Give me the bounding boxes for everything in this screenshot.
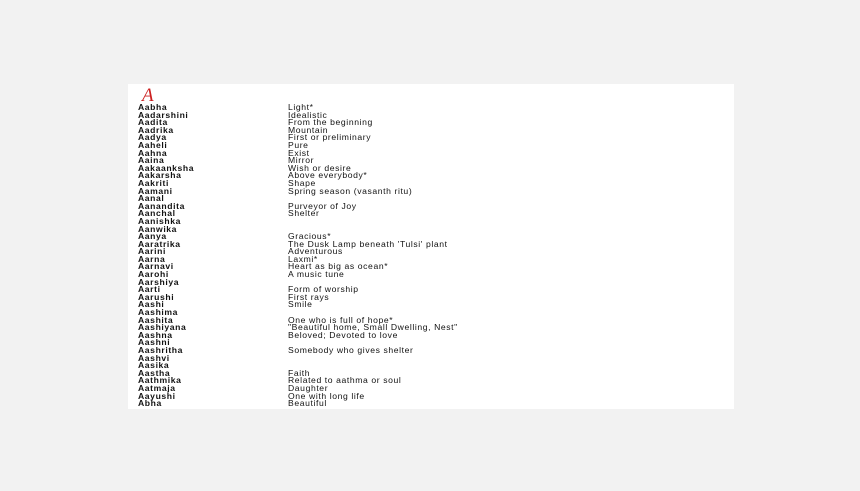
entry-name: Aahna xyxy=(138,147,168,158)
list-item xyxy=(138,347,458,355)
entry-name: Aadita xyxy=(138,117,168,128)
entry-meaning: The Dusk Lamp beneath 'Tulsi' plant xyxy=(288,238,448,249)
entry-meaning: Somebody who gives shelter xyxy=(288,345,414,355)
entry-meaning: First or preliminary xyxy=(288,132,372,143)
entry-meaning: One with long life xyxy=(288,390,365,401)
document-page xyxy=(128,84,734,409)
list-item xyxy=(138,185,458,196)
entry-name: Aanchal xyxy=(138,208,176,219)
entry-meaning: Idealistic xyxy=(288,109,328,120)
entry-name: Aashiyana xyxy=(138,322,187,333)
entry-name: Aakaanksha xyxy=(138,162,195,173)
entry-name: Aashritha xyxy=(138,345,184,355)
entry-name: Aashvi xyxy=(138,352,170,363)
list-item xyxy=(138,210,458,218)
list-item xyxy=(138,271,458,279)
entry-meaning: Pure xyxy=(288,139,309,150)
entry-meaning: A music tune xyxy=(288,269,345,280)
entry-name: Aanishka xyxy=(138,215,182,226)
entry-name: Aabha xyxy=(138,102,168,112)
entry-meaning: Faith xyxy=(288,367,311,378)
entry-meaning: Light* xyxy=(288,102,314,112)
entry-name: Aarushi xyxy=(138,291,175,302)
entry-name: Aaheli xyxy=(138,139,168,150)
entry-meaning: Shape xyxy=(288,177,316,188)
entry-meaning: From the beginning xyxy=(288,117,373,128)
entry-meaning: One who is full of hope* xyxy=(288,314,394,325)
entry-name: Aadrika xyxy=(138,124,174,135)
entry-meaning: Beloved; Devoted to love xyxy=(288,329,398,340)
entry-name: Aayushi xyxy=(138,390,176,401)
entry-name: Aarohi xyxy=(138,269,169,280)
entry-meaning: Adventurous xyxy=(288,246,343,257)
list-item xyxy=(138,215,458,226)
entry-name: Aarna xyxy=(138,253,166,264)
entry-name: Aarini xyxy=(138,246,166,257)
entry-meaning: Purveyor of Joy xyxy=(288,200,357,211)
entry-name: Aastha xyxy=(138,367,171,378)
entry-meaning: Above everybody* xyxy=(288,170,368,181)
entry-meaning: Shelter xyxy=(288,208,320,219)
list-item xyxy=(138,352,458,363)
entry-meaning: Mountain xyxy=(288,124,329,135)
name-list xyxy=(138,104,458,408)
entry-name: Abha xyxy=(138,398,162,409)
entry-meaning: Smile xyxy=(288,299,313,310)
entry-name: Aanal xyxy=(138,193,165,204)
entry-name: Aashi xyxy=(138,299,165,310)
entry-meaning: Wish or desire xyxy=(288,162,352,173)
entry-name: Aaina xyxy=(138,155,165,166)
entry-name: Aaratrika xyxy=(138,238,181,249)
list-item xyxy=(138,301,458,309)
entry-meaning: Spring season (vasanth ritu) xyxy=(288,185,413,196)
entry-meaning: "Beautiful home, Small Dwelling, Nest" xyxy=(288,322,458,333)
entry-name: Aasika xyxy=(138,360,170,371)
entry-name: Aanandita xyxy=(138,200,185,211)
entry-name: Aashita xyxy=(138,314,174,325)
entry-name: Aakriti xyxy=(138,177,169,188)
section-letter-heading: A xyxy=(142,85,154,106)
list-item xyxy=(138,329,458,340)
entry-name: Aarnavi xyxy=(138,261,174,272)
entry-meaning: Daughter xyxy=(288,382,329,393)
entry-meaning: Exist xyxy=(288,147,310,158)
entry-name: Aanwika xyxy=(138,223,178,234)
entry-name: Aashna xyxy=(138,329,173,340)
entry-meaning: Beautiful xyxy=(288,398,327,409)
entry-meaning: First rays xyxy=(288,291,330,302)
entry-name: Aashni xyxy=(138,337,171,348)
entry-meaning: Heart as big as ocean* xyxy=(288,261,389,272)
entry-name: Aarshiya xyxy=(138,276,180,287)
entry-name: Aadarshini xyxy=(138,109,189,120)
entry-name: Aashima xyxy=(138,307,179,318)
entry-meaning: Laxmi* xyxy=(288,253,318,264)
entry-name: Aamani xyxy=(138,185,173,196)
entry-meaning: Form of worship xyxy=(288,284,359,295)
list-item xyxy=(138,400,458,408)
entry-name: Aarti xyxy=(138,284,161,295)
entry-meaning: Gracious* xyxy=(288,231,332,242)
entry-name: Aathmika xyxy=(138,375,182,386)
entry-meaning: Mirror xyxy=(288,155,315,166)
entry-meaning: Related to aathma or soul xyxy=(288,375,402,386)
entry-name: Aadya xyxy=(138,132,167,143)
entry-name: Aanya xyxy=(138,231,167,242)
entry-name: Aatmaja xyxy=(138,382,176,393)
entry-name: Aakarsha xyxy=(138,170,182,181)
